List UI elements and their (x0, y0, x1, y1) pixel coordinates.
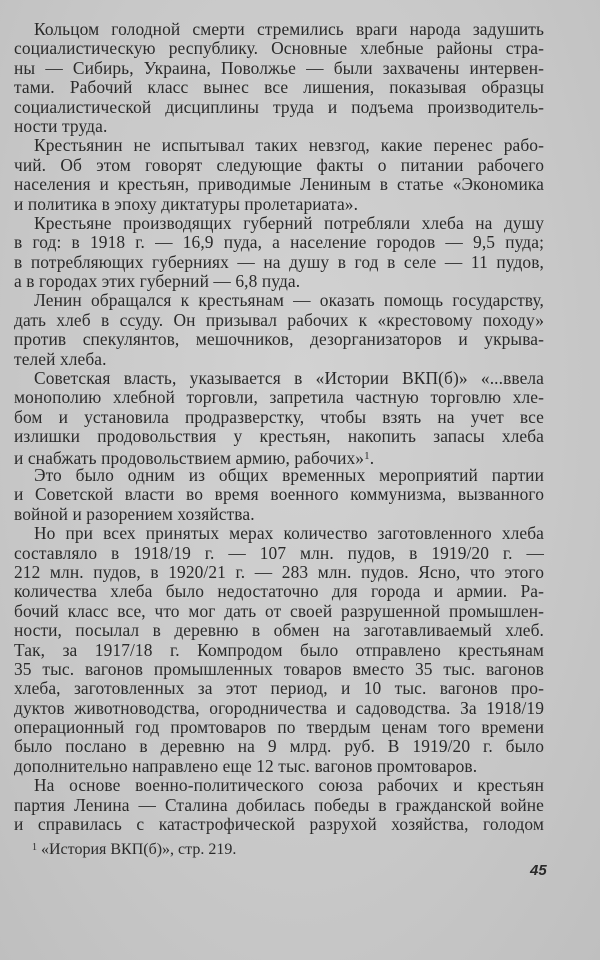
paragraph (14, 20, 544, 136)
text-line: бочий класс все, что мог дать от своей разрушенной промышлен- (14, 600, 544, 621)
paragraph (14, 291, 544, 369)
text-line: ности, посылал в деревню в обмен на заготавливаемый хлеб. (14, 620, 544, 641)
text-line: количества хлеба было недостаточно для города и армии. Ра- (14, 581, 544, 602)
text-line: бом и установила продразверстку, чтобы взять на учет все (14, 406, 544, 427)
text-line: партия Ленина — Сталина добилась победы в гражданской войне (14, 794, 544, 815)
text-line: чий. Об этом говорят следующие факты о питании рабочего (14, 154, 544, 175)
text-span: и снабжать продовольствием армию, рабочих» (14, 447, 365, 468)
text-line: ны — Сибирь, Украина, Поволжье — были захвачены интервен- (14, 57, 544, 78)
text-line: дать хлеб в ссуду. Он призывал рабочих к «крестовому походу» (14, 309, 544, 330)
text-line: хлеба, заготовленных за этот период, и 10 тыс. вагонов про- (14, 678, 544, 699)
footnote-text: «История ВКП(б)», стр. 219. (41, 841, 237, 858)
text-line: и справилась с катастрофической разрухой хозяйства, голодом (14, 814, 544, 835)
text-line: Кольцом голодной смерти стремились враги народа задушить (34, 19, 544, 39)
paragraph (14, 214, 544, 292)
text-line: 35 тыс. вагонов промышленных товаров вместо 35 тыс. вагонов (14, 658, 544, 679)
text-line: телей хлеба. (14, 348, 107, 369)
text-line: дуктов животноводства, огородничества и садоводства. За 1918/19 (14, 697, 544, 718)
text-line: На основе военно-политического союза рабочих и крестьян (34, 775, 544, 796)
text-line: составляло в 1918/19 г. — 107 млн. пудов, в 1919/20 г. — (14, 542, 544, 563)
text-line: а в городах этих губерний — 6,8 пуда. (14, 271, 301, 292)
text-line: монополию хлебной торговли, запретила частную торговлю хле- (14, 387, 544, 408)
text-line: тами. Рабочий класс вынес все лишения, показывая образцы (14, 77, 544, 98)
text-line: Так, за 1917/18 г. Компродом было отправлено крестьянам (14, 639, 544, 660)
text-line: излишки продовольствия у крестьян, накопить запасы хлеба (14, 426, 544, 447)
text-line: Ленин обращался к крестьянам — оказать помощь государству, (34, 290, 544, 311)
paragraph (14, 369, 544, 466)
text-line: и Советской власти во время военного коммунизма, вызванного (14, 484, 544, 505)
text-line: и политика в эпоху диктатуры пролетариата». (14, 193, 359, 214)
text-line (14, 447, 544, 466)
paragraph (14, 136, 544, 214)
paragraph (14, 466, 544, 524)
text-line: социалистическую республику. Основные хлебные районы стра- (14, 38, 544, 59)
text-line: социалистической дисциплины труда и подъема производитель- (14, 96, 544, 117)
text-line: Крестьянин не испытывал таких невзгод, какие перенес рабо- (34, 135, 544, 156)
footnote (32, 838, 236, 860)
text-line: дополнительно направлено еще 12 тыс. вагонов промтоваров. (14, 755, 478, 776)
text-line: в год: в 1918 г. — 16,9 пуда, а население городов — 9,5 пуда; (14, 232, 544, 253)
text-line: операционный год промтоваров по твердым ценам того времени (14, 717, 544, 738)
text-line: было послано в деревню на 9 млрд. руб. В 1919/20 г. было (14, 736, 544, 757)
text-line: ности труда. (14, 115, 108, 136)
text-line: войной и разорением хозяйства. (14, 503, 255, 524)
text-line: Советская власть, указывается в «Истории ВКП(б)» «...ввела (34, 368, 544, 389)
text-line: населения и крестьян, приводимые Лениным в статье «Экономика (14, 174, 544, 195)
body-text (14, 20, 544, 834)
footnote-marker: 1 (32, 842, 37, 853)
paragraph (14, 524, 544, 776)
footnote-reference[interactable]: 1 (364, 449, 370, 462)
page-number: 45 (530, 862, 547, 879)
text-line: в потребляющих губерниях — на душу в год в селе — 11 пудов, (14, 251, 544, 272)
text-line: 212 млн. пудов, в 1920/21 г. — 283 млн. пудов. Ясно, что этого (14, 561, 544, 582)
text-line: Но при всех принятых мерах количество заготовленного хлеба (34, 523, 544, 544)
text-line: Крестьяне производящих губерний потребляли хлеба на душу (34, 212, 544, 233)
trailing-punctuation: . (369, 447, 375, 468)
text-line: против спекулянтов, мешочников, дезорганизаторов и укрыва- (14, 329, 544, 350)
text-line: Это было одним из общих временных мероприятий партии (34, 464, 544, 485)
paragraph (14, 776, 544, 834)
